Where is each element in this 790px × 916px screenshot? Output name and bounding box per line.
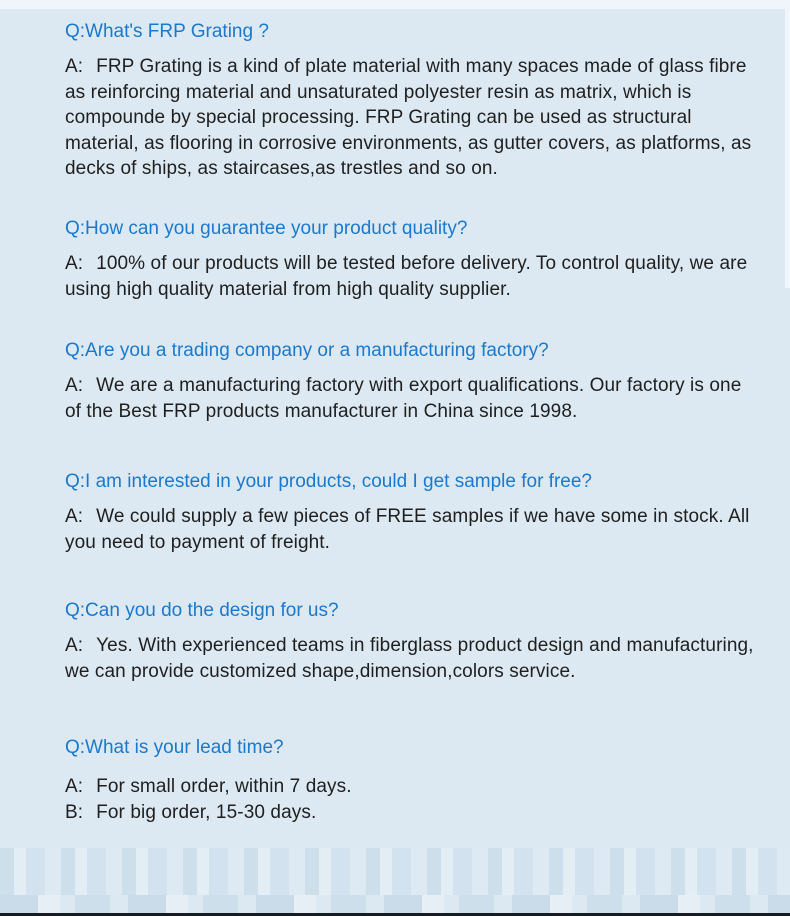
answer-text: FRP Grating is a kind of plate material with many spaces made of glass fibre as reinforcing material and unsaturated polyester resin as matrix, which is compounde by special processing. FRP Grating can be used as structural material, as flooring in corrosive environments, as gutter covers, as platforms, as decks of ships, as staircases,as trestles and so on.: [65, 56, 752, 179]
faq-answer: [65, 251, 760, 302]
faq-question: Q:I am interested in your products, could I get sample for free?: [65, 471, 592, 492]
faq-section-factory-or-trading: [65, 339, 760, 424]
answer-prefix: A:: [65, 375, 84, 396]
answer-prefix: A:: [65, 56, 84, 77]
faq-question: Q:What's FRP Grating ?: [65, 21, 269, 42]
answer-prefix: B:: [65, 802, 84, 823]
faq-answer: [65, 800, 760, 826]
answer-text: For big order, 15-30 days.: [96, 802, 317, 823]
faq-question: Q:What is your lead time?: [65, 737, 284, 758]
answer-prefix: A:: [65, 776, 84, 797]
faq-section-what-is-frp-grating: [65, 20, 760, 182]
answer-text: For small order, within 7 days.: [96, 776, 352, 797]
watermark-pattern: [0, 848, 790, 895]
faq-section-free-sample: [65, 470, 760, 555]
faq-answer: [65, 633, 760, 684]
faq-answer: [65, 373, 760, 424]
watermark-pattern: [0, 895, 790, 913]
faq-section-lead-time: [65, 736, 760, 826]
faq-answer: [65, 774, 760, 800]
faq-question: Q:Can you do the design for us?: [65, 600, 339, 621]
top-border: [0, 0, 790, 9]
faq-question: Q:How can you guarantee your product quality?: [65, 218, 468, 239]
answer-text: We could supply a few pieces of FREE samples if we have some in stock. All you need to payment of freight.: [65, 506, 750, 553]
answer-text: We are a manufacturing factory with export qualifications. Our factory is one of the Best FRP products manufacturer in China since 1998.: [65, 375, 742, 422]
faq-section-product-quality: [65, 217, 760, 302]
faq-section-custom-design: [65, 599, 760, 684]
answer-text: Yes. With experienced teams in fiberglass product design and manufacturing, we can provide customized shape,dimension,colors service.: [65, 635, 754, 682]
faq-answer: [65, 54, 760, 182]
faq-answer: [65, 504, 760, 555]
answer-text: 100% of our products will be tested before delivery. To control quality, we are using high quality material from high quality supplier.: [65, 253, 748, 300]
answer-prefix: A:: [65, 635, 84, 656]
right-border: [785, 0, 790, 288]
answer-prefix: A:: [65, 506, 84, 527]
answer-prefix: A:: [65, 253, 84, 274]
faq-question: Q:Are you a trading company or a manufacturing factory?: [65, 340, 549, 361]
